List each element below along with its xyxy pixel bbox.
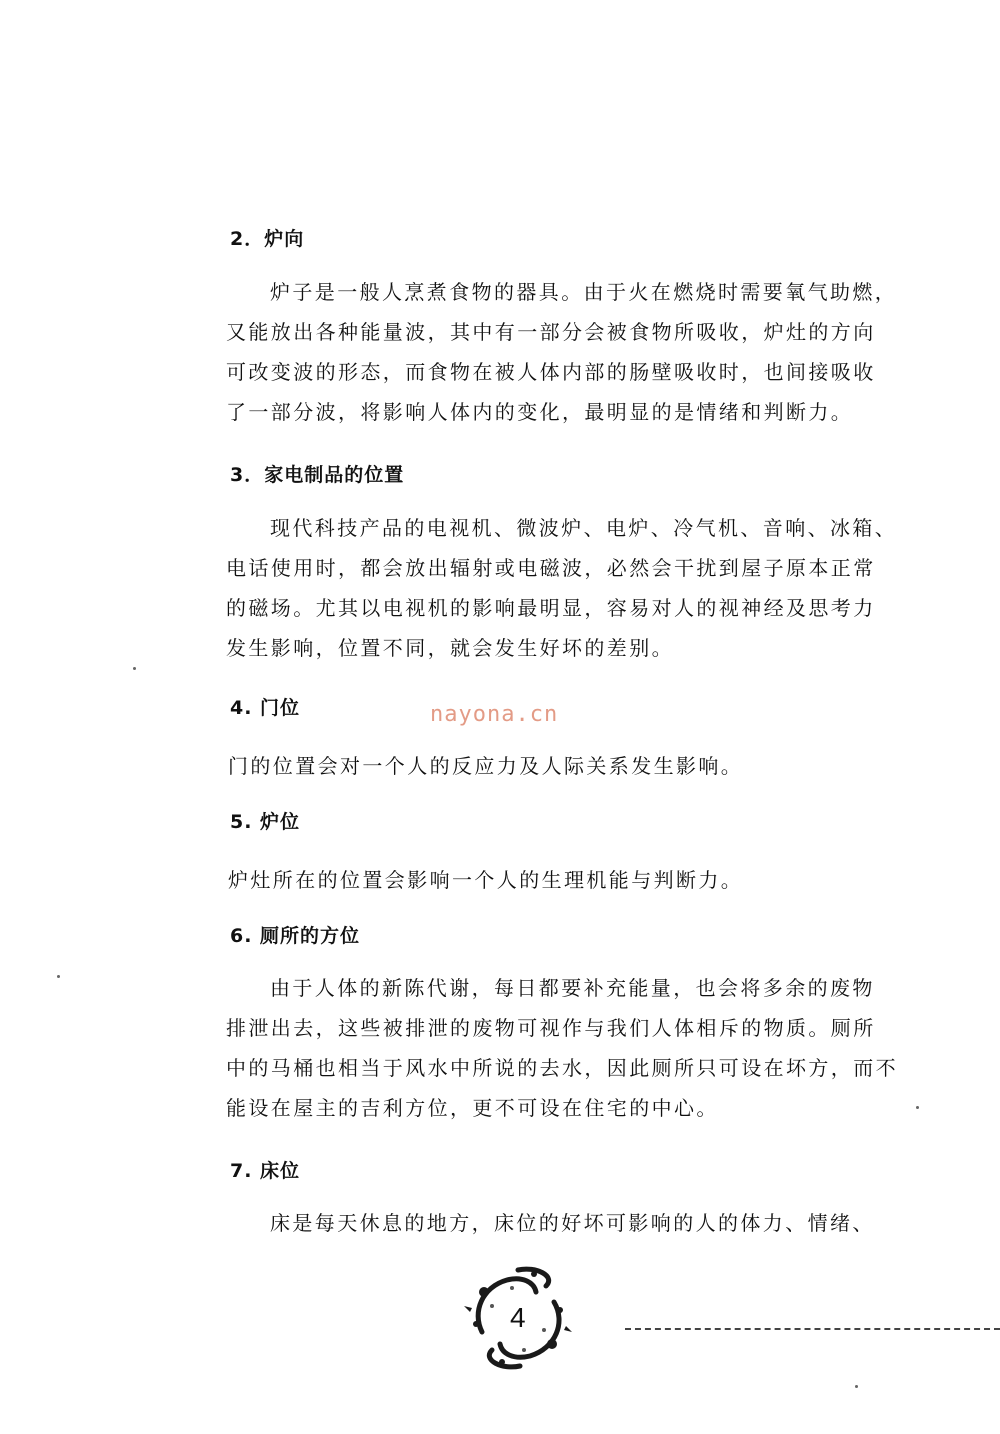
section-body-toilet-direction bbox=[182, 968, 898, 1128]
text-line: 现代科技产品的电视机、微波炉、电炉、冷气机、音响、冰箱、 bbox=[270, 516, 898, 540]
section-heading-door-position: 4. 门位 bbox=[230, 697, 301, 719]
scan-speck bbox=[855, 1385, 858, 1388]
text-line: 了一部分波，将影响人体内的变化，最明显的是情绪和判断力。 bbox=[226, 400, 854, 424]
text-line: 的磁场。尤其以电视机的影响最明显，容易对人的视神经及思考力 bbox=[226, 596, 876, 620]
text-line: 电话使用时，都会放出辐射或电磁波，必然会干扰到屋子原本正常 bbox=[226, 556, 876, 580]
scan-speck bbox=[57, 975, 60, 978]
scan-speck bbox=[916, 1106, 919, 1109]
section-heading-toilet-direction: 6. 厕所的方位 bbox=[230, 925, 361, 947]
section-body-stove-direction bbox=[182, 272, 898, 432]
text-line: 排泄出去，这些被排泄的废物可视作与我们人体相斥的物质。厕所 bbox=[226, 1016, 876, 1040]
section-body-stove-position: 炉灶所在的位置会影响一个人的生理机能与判断力。 bbox=[228, 868, 744, 892]
text-line: 炉子是一般人烹煮食物的器具。由于火在燃烧时需要氧气助燃， bbox=[270, 280, 898, 304]
text-line: 能设在屋主的吉利方位，更不可设在住宅的中心。 bbox=[226, 1096, 719, 1120]
text-line: 床是每天休息的地方，床位的好坏可影响的人的体力、情绪、 bbox=[270, 1211, 875, 1235]
section-heading-stove-direction: 2．炉向 bbox=[230, 228, 305, 250]
section-heading-bed-position: 7. 床位 bbox=[230, 1160, 301, 1182]
section-body-bed-position bbox=[182, 1203, 875, 1243]
watermark-text: nayona.cn bbox=[430, 702, 559, 727]
text-line: 中的马桶也相当于风水中所说的去水，因此厕所只可设在坏方，而不 bbox=[226, 1056, 898, 1080]
scan-speck bbox=[133, 667, 136, 670]
footer-dashed-rule bbox=[625, 1328, 1000, 1330]
section-body-door-position: 门的位置会对一个人的反应力及人际关系发生影响。 bbox=[228, 754, 744, 778]
text-line: 发生影响，位置不同，就会发生好坏的差别。 bbox=[226, 636, 674, 660]
section-heading-appliance-position: 3．家电制品的位置 bbox=[230, 464, 405, 486]
section-body-appliance-position bbox=[182, 508, 898, 668]
section-heading-stove-position: 5. 炉位 bbox=[230, 811, 301, 833]
page-number: 4 bbox=[506, 1303, 530, 1333]
text-line: 又能放出各种能量波，其中有一部分会被食物所吸收，炉灶的方向 bbox=[226, 320, 876, 344]
text-line: 由于人体的新陈代谢，每日都要补充能量，也会将多余的废物 bbox=[270, 976, 875, 1000]
text-line: 可改变波的形态，而食物在被人体内部的肠壁吸收时，也间接吸收 bbox=[226, 360, 876, 384]
